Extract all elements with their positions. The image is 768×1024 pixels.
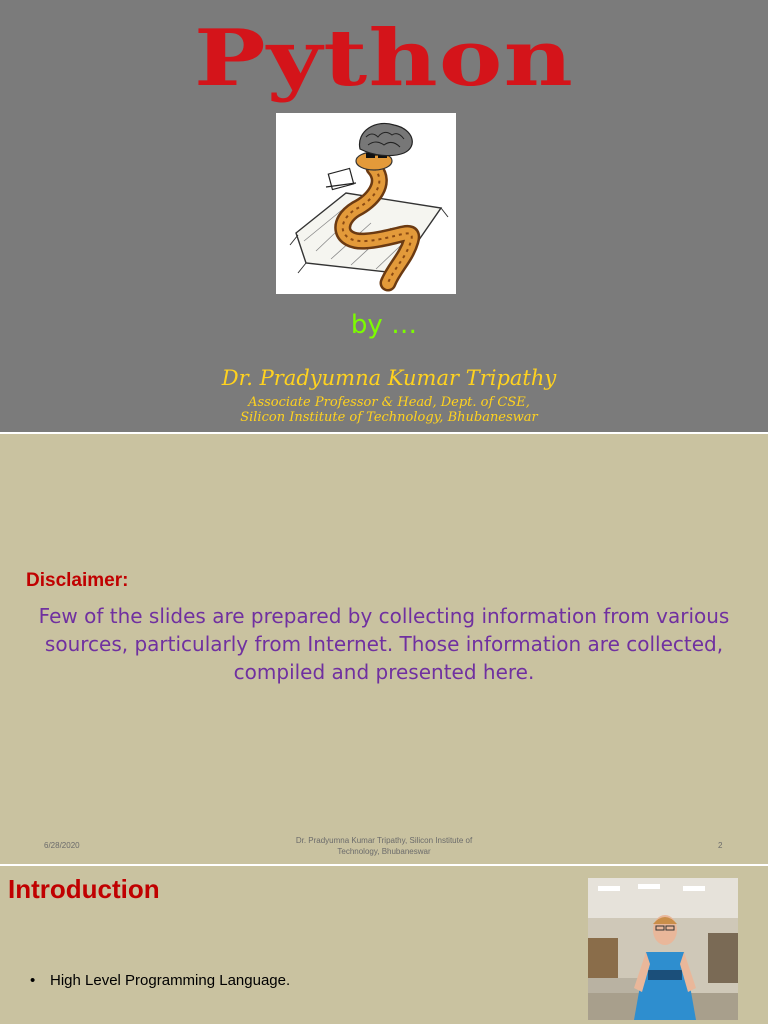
person-photo: [588, 878, 738, 1020]
footer-center-line1: Dr. Pradyumna Kumar Tripathy, Silicon Institute of: [295, 836, 473, 845]
bullet-item: [30, 972, 290, 989]
author-position-line2: Silicon Institute of Technology, Bhubaneswar: [240, 410, 538, 425]
bullet-icon: •: [30, 972, 36, 989]
disclaimer-slide: [0, 434, 768, 864]
footer-center-line2: Technology, Bhubaneswar: [337, 847, 431, 856]
introduction-heading: Introduction: [8, 874, 160, 904]
footer-center: [270, 835, 498, 857]
title-slide: [0, 0, 768, 432]
footer-date: 6/28/2020: [44, 841, 80, 850]
slide-title: Python: [194, 13, 574, 104]
disclaimer-text: Few of the slides are prepared by collecting information from various sources, particularly from Internet. Those information are collected, compiled and presented here.: [38, 604, 730, 684]
bullet-text: High Level Programming Language.: [50, 972, 291, 989]
introduction-slide: [0, 866, 768, 1024]
author-name: Dr. Pradyumna Kumar Tripathy: [221, 366, 557, 390]
disclaimer-heading: Disclaimer:: [26, 570, 129, 591]
python-snake-cartoon-image: [276, 113, 456, 294]
author-position-line1: Associate Professor & Head, Dept. of CSE,: [248, 395, 530, 410]
page-number: 2: [718, 841, 723, 850]
by-line: by …: [350, 310, 418, 340]
